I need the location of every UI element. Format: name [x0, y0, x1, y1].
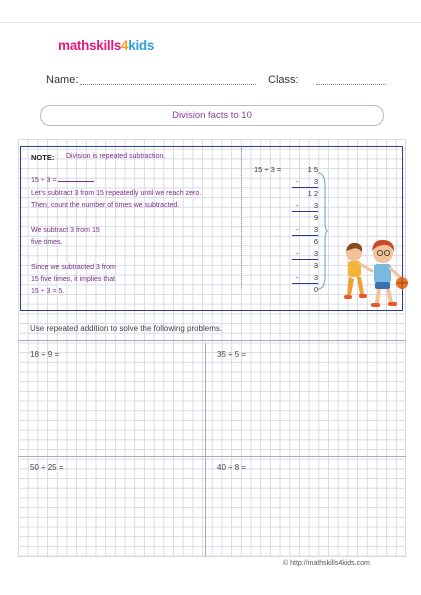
problem-2: 35 ÷ 5 = [217, 350, 247, 359]
minus-sign: - [296, 273, 299, 282]
working-value: 3 [313, 177, 318, 186]
class-label: Class: [268, 74, 299, 86]
subtraction-rule [292, 211, 318, 212]
curly-brace-icon [317, 172, 329, 290]
working-value: 6 [313, 237, 318, 246]
class-field[interactable] [316, 84, 386, 85]
problems-middle-rule [18, 456, 406, 457]
working-value: 1 5 [307, 165, 318, 174]
problem-1: 18 ÷ 9 = [30, 350, 60, 359]
working-value: 3 [313, 261, 318, 270]
example-prompt: 15 ÷ 3 = [31, 175, 94, 184]
subtraction-rule [292, 259, 318, 260]
working-value: 0 [313, 285, 318, 294]
working-value: 3 [313, 225, 318, 234]
working-value: 3 [313, 273, 318, 282]
note-label: NOTE: [31, 153, 55, 162]
result-1a-text: We subtract 3 from 15 [31, 227, 100, 234]
instructions-text: Use repeated addition to solve the following problems. [30, 324, 223, 333]
step-1-text: Let's subtract 3 from 15 repeatedly until we reach zero. [31, 190, 202, 197]
answer-blank [58, 175, 94, 182]
working-value: 3 [313, 201, 318, 210]
subtraction-rule [292, 235, 318, 236]
result-2b-text: 15 five times, it implies that [31, 276, 116, 283]
worksheet-title: Division facts to 10 [40, 105, 384, 126]
step-2-text: Then, count the number of times we subtracted. [31, 202, 180, 209]
note-divider [241, 148, 242, 288]
minus-sign: - [296, 225, 299, 234]
subtraction-rule [292, 187, 318, 188]
working-value: 9 [313, 213, 318, 222]
minus-sign: - [296, 201, 299, 210]
site-logo: mathskills4kids [58, 38, 155, 53]
result-2c-text: 15 ÷ 3 = 5. [31, 288, 65, 295]
result-1b-text: five times. [31, 239, 63, 246]
problem-4: 40 ÷ 8 = [217, 463, 247, 472]
subtraction-rule [292, 283, 318, 284]
minus-sign: - [296, 177, 299, 186]
minus-sign: - [296, 249, 299, 258]
kids-playing-basketball-illustration [336, 233, 408, 315]
working-value: 1 2 [307, 189, 318, 198]
problems-top-rule [18, 340, 406, 341]
problem-3: 50 ÷ 25 = [30, 463, 64, 472]
result-2a-text: Since we subtracted 3 from [31, 264, 116, 271]
name-field[interactable] [80, 84, 256, 85]
name-label: Name: [46, 74, 79, 86]
problems-center-divider [205, 343, 206, 556]
copyright-footer: © http://mathskills4kids.com [283, 560, 370, 567]
note-text: Division is repeated subtraction. [66, 153, 166, 160]
working-value: 3 [313, 249, 318, 258]
working-equation: 15 ÷ 3 = [254, 165, 282, 174]
top-divider [0, 22, 421, 23]
